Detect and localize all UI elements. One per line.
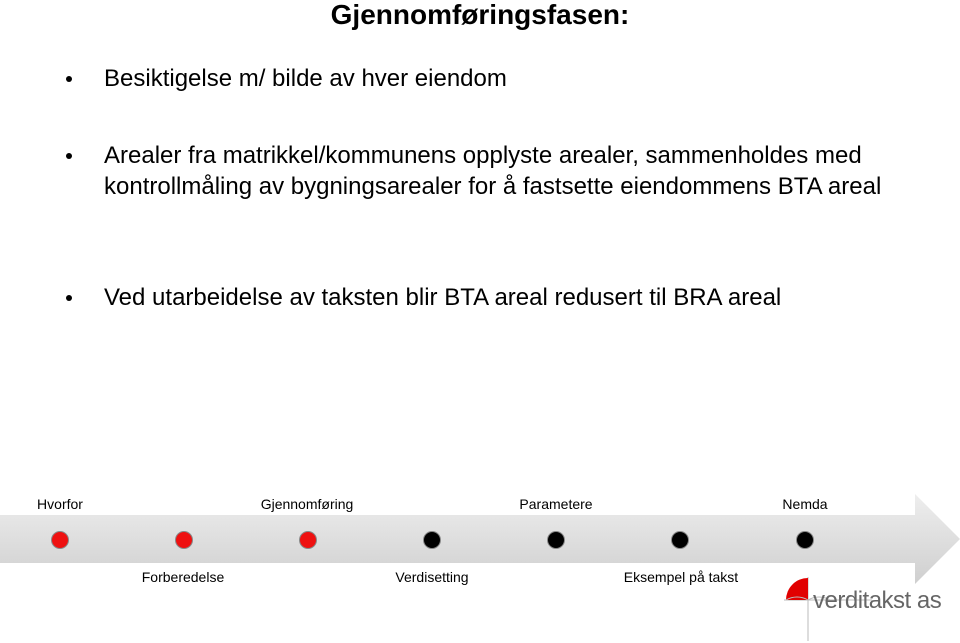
timeline-label-forberedelse: Forberedelse [141,569,225,585]
bullet-icon [66,295,72,301]
timeline-step-dot [424,532,441,549]
timeline-label-nemda: Nemda [782,496,828,512]
bullet-text: Arealer fra matrikkel/kommunens opplyste arealer, sammenholdes med kontrollmåling av bygningsarealer for å fastsette eiendommens BTA areal [104,142,882,200]
timeline-step-dot [300,532,317,549]
timeline-step-dot [797,532,814,549]
timeline-label-gjennomforing: Gjennomføring [260,496,354,512]
timeline-label-hvorfor: Hvorfor [37,496,83,512]
bullet-item [64,63,507,94]
page-title: Gjennomføringsfasen: [330,0,630,30]
logo-text: verditakst as [813,587,942,614]
bullet-item [64,282,781,313]
timeline-label-verdisetting: Verdisetting [395,569,469,585]
bullet-text: Besiktigelse m/ bilde av hver eiendom [104,65,507,92]
timeline-label-parametere: Parametere [519,496,593,512]
timeline-step-dot [176,532,193,549]
bullet-item [64,140,934,202]
bullet-icon [66,76,72,82]
bullet-icon [66,153,72,159]
timeline-step-dot [52,532,69,549]
timeline-step-dot [672,532,689,549]
timeline-step-dot [548,532,565,549]
timeline-label-eksempel: Eksempel på takst [623,569,739,585]
bullet-text: Ved utarbeidelse av taksten blir BTA areal redusert til BRA areal [104,284,782,311]
